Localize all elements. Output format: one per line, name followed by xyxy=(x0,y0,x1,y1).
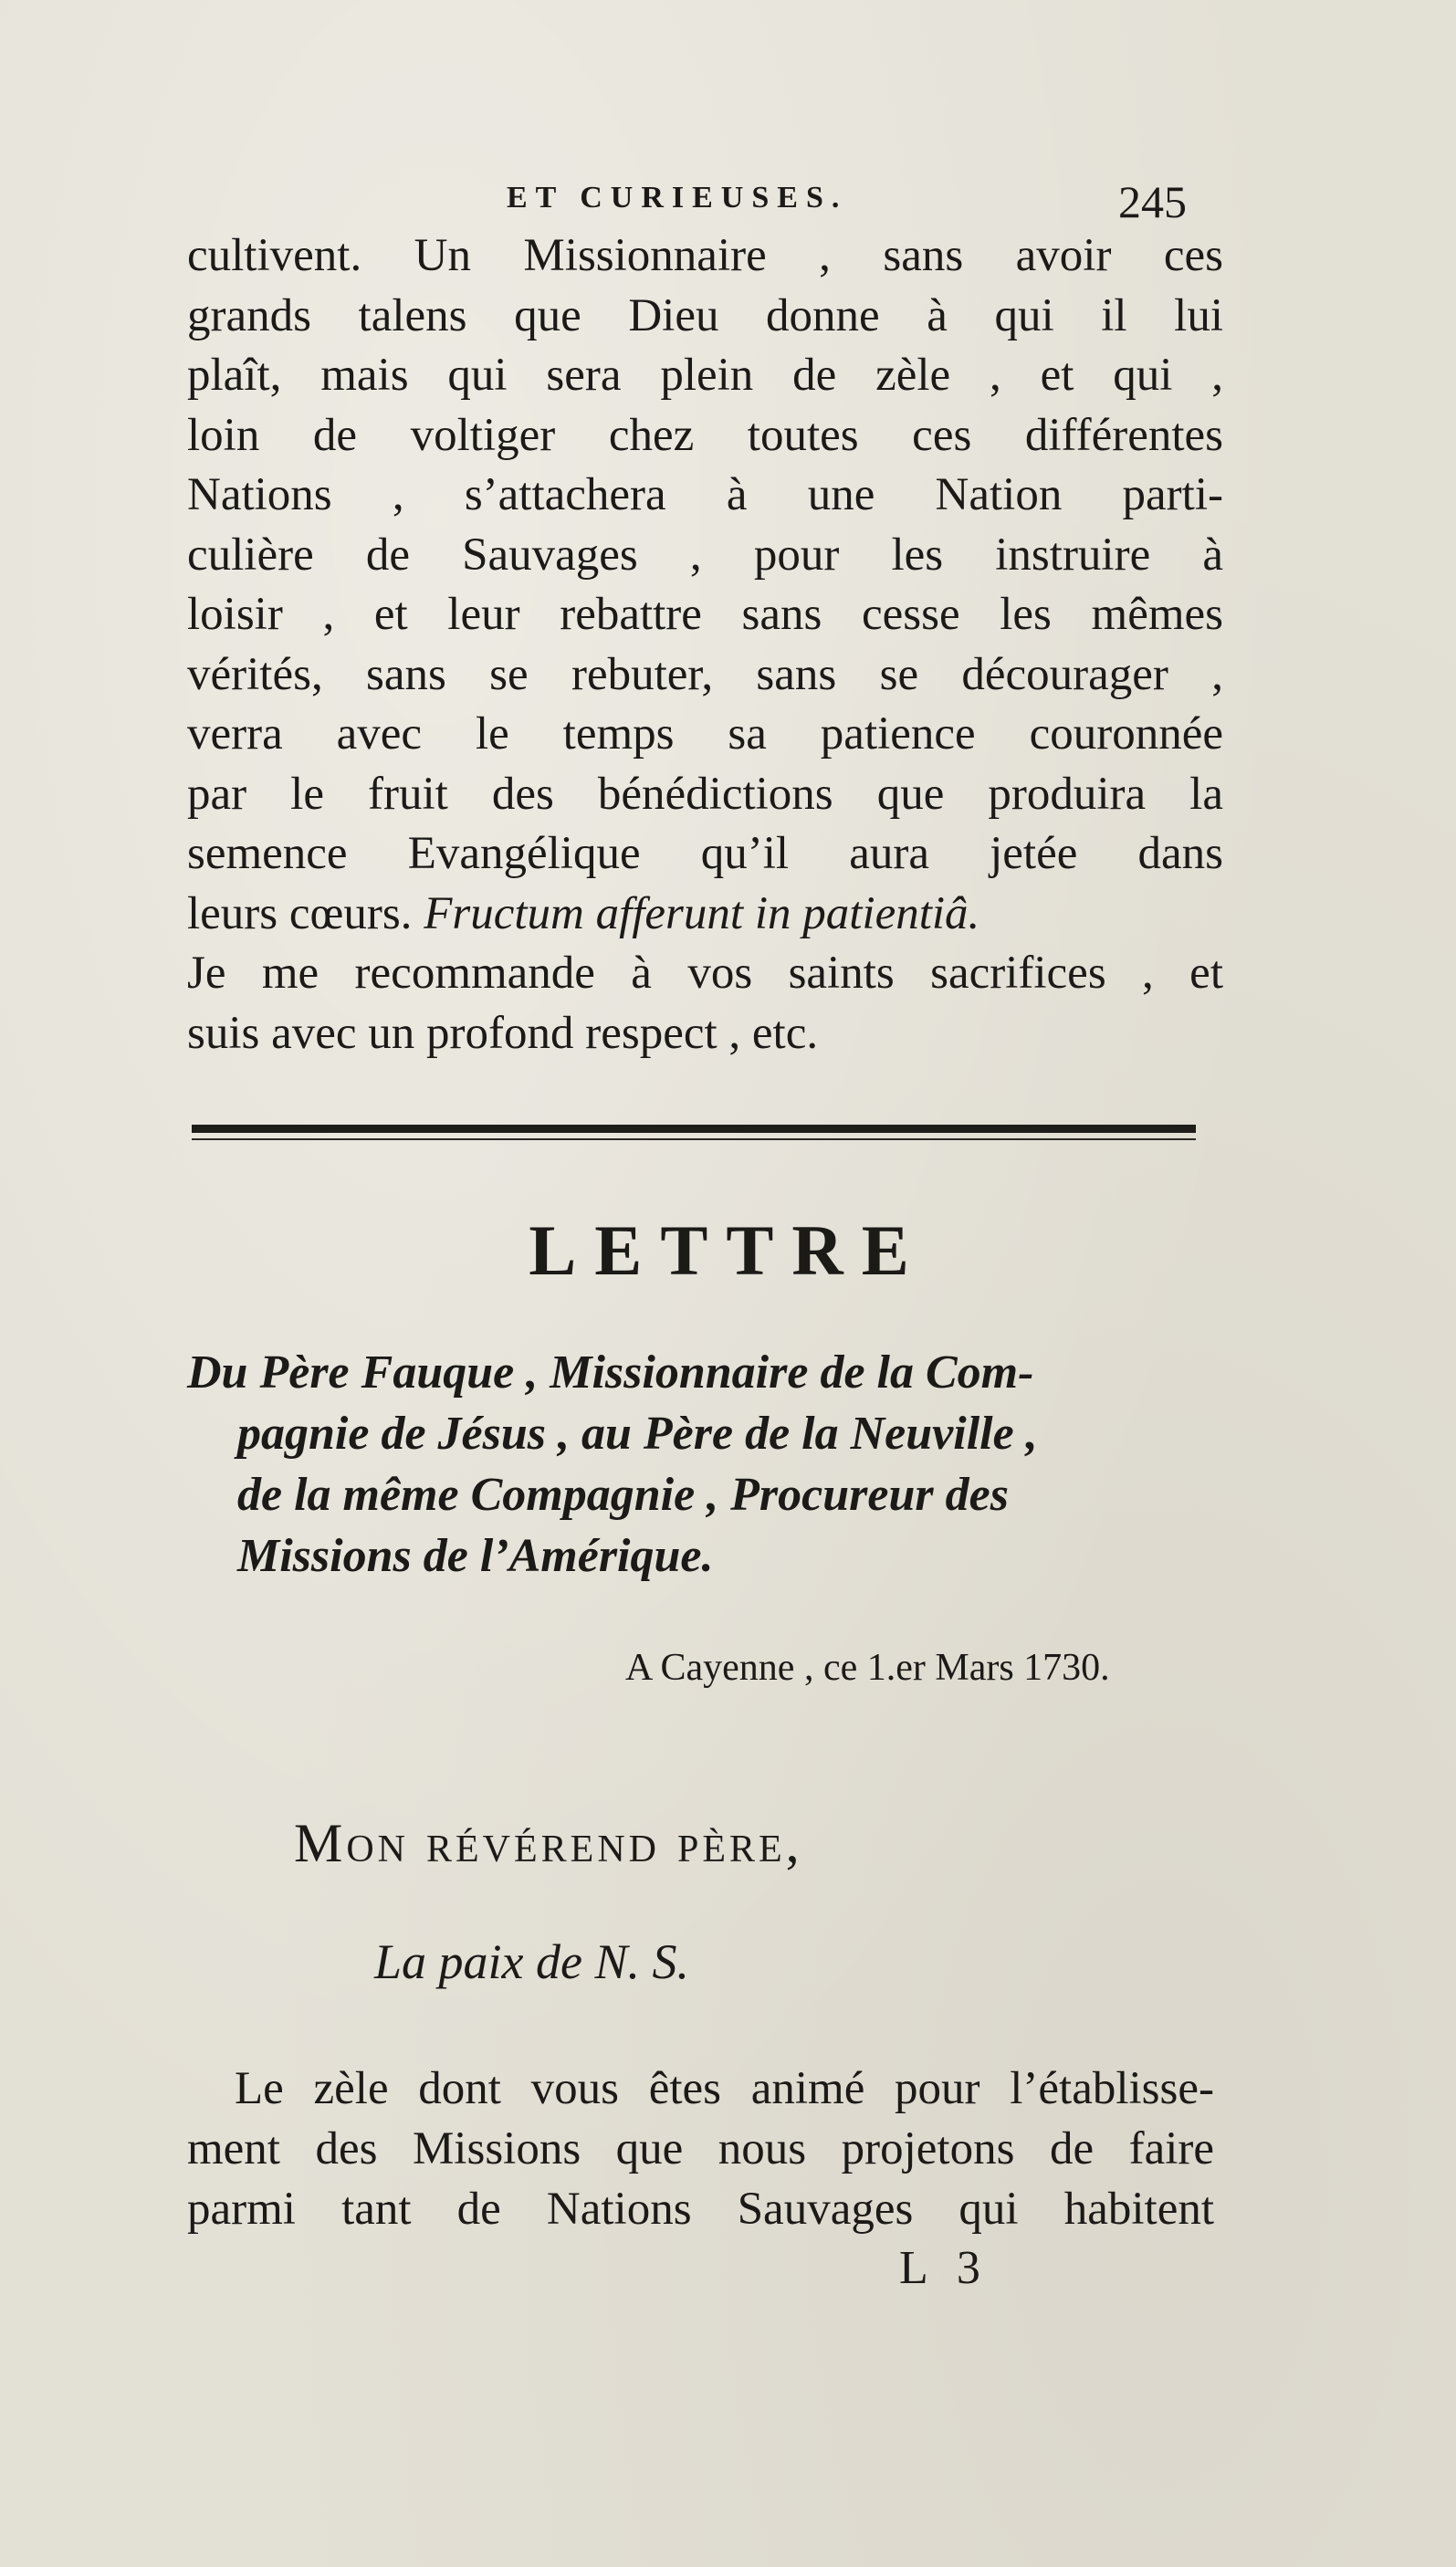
closing-line: Je me recommande à vos saints sacrifices , et xyxy=(187,948,1223,999)
letter-title: LETTRE xyxy=(529,1210,927,1290)
signature-mark: L 3 xyxy=(899,2242,990,2294)
opening-line: Le zèle dont vous êtes animé pour l’établisse- xyxy=(235,2063,1214,2114)
body-line: culière de Sauvages , pour les instruire à xyxy=(187,529,1223,581)
body-line: loisir , et leur rebattre sans cesse les mêmes xyxy=(187,589,1223,640)
body-line: verra avec le temps sa patience couronnée xyxy=(187,708,1223,760)
body-line: plaît, mais qui sera plein de zèle , et qui , xyxy=(187,350,1223,401)
body-line: cultivent. Un Missionnaire , sans avoir ces xyxy=(187,230,1223,281)
subtitle-line: de la même Compagnie , Procureur des xyxy=(237,1469,1009,1521)
latin-quote-line xyxy=(187,885,1223,945)
greeting: La paix de N. S. xyxy=(374,1934,689,1989)
opening-line: ment des Missions que nous projetons de faire xyxy=(187,2123,1214,2174)
body-text xyxy=(187,226,1223,1063)
subtitle-line: Du Père Fauque , Missionnaire de la Com- xyxy=(187,1346,1034,1399)
page-number: 245 xyxy=(1118,176,1187,227)
latin-prefix: leurs cœurs. xyxy=(187,887,424,939)
dateline: A Cayenne , ce 1.er Mars 1730. xyxy=(625,1647,1110,1689)
divider-thin-rule xyxy=(192,1138,1196,1140)
body-line: Nations , s’attachera à une Nation parti- xyxy=(187,469,1223,520)
body-line: grands talens que Dieu donne à qui il lui xyxy=(187,289,1223,341)
body-line: loin de voltiger chez toutes ces différentes xyxy=(187,409,1223,461)
divider-thick-rule xyxy=(192,1125,1196,1133)
body-line: vérités, sans se rebuter, sans se décourager , xyxy=(187,648,1223,700)
latin-quote: Fructum afferunt in patientiâ. xyxy=(424,887,980,939)
closing-line: suis avec un profond respect , etc. xyxy=(187,1007,819,1059)
subtitle-line: Missions de l’Amérique. xyxy=(237,1530,714,1582)
letter-opening xyxy=(187,2059,1214,2239)
letter-subtitle xyxy=(187,1342,1228,1587)
running-title: ET CURIEUSES. xyxy=(507,181,848,215)
running-head xyxy=(0,175,1456,230)
salutation: Mon révérend père, xyxy=(294,1813,803,1873)
body-line: semence Evangélique qu’il aura jetée dans xyxy=(187,828,1223,879)
opening-line: parmi tant de Nations Sauvages qui habitent xyxy=(187,2184,1214,2235)
subtitle-line: pagnie de Jésus , au Père de la Neuville , xyxy=(237,1408,1038,1460)
body-line: par le fruit des bénédictions que produira la xyxy=(187,768,1223,820)
section-divider xyxy=(192,1125,1196,1140)
